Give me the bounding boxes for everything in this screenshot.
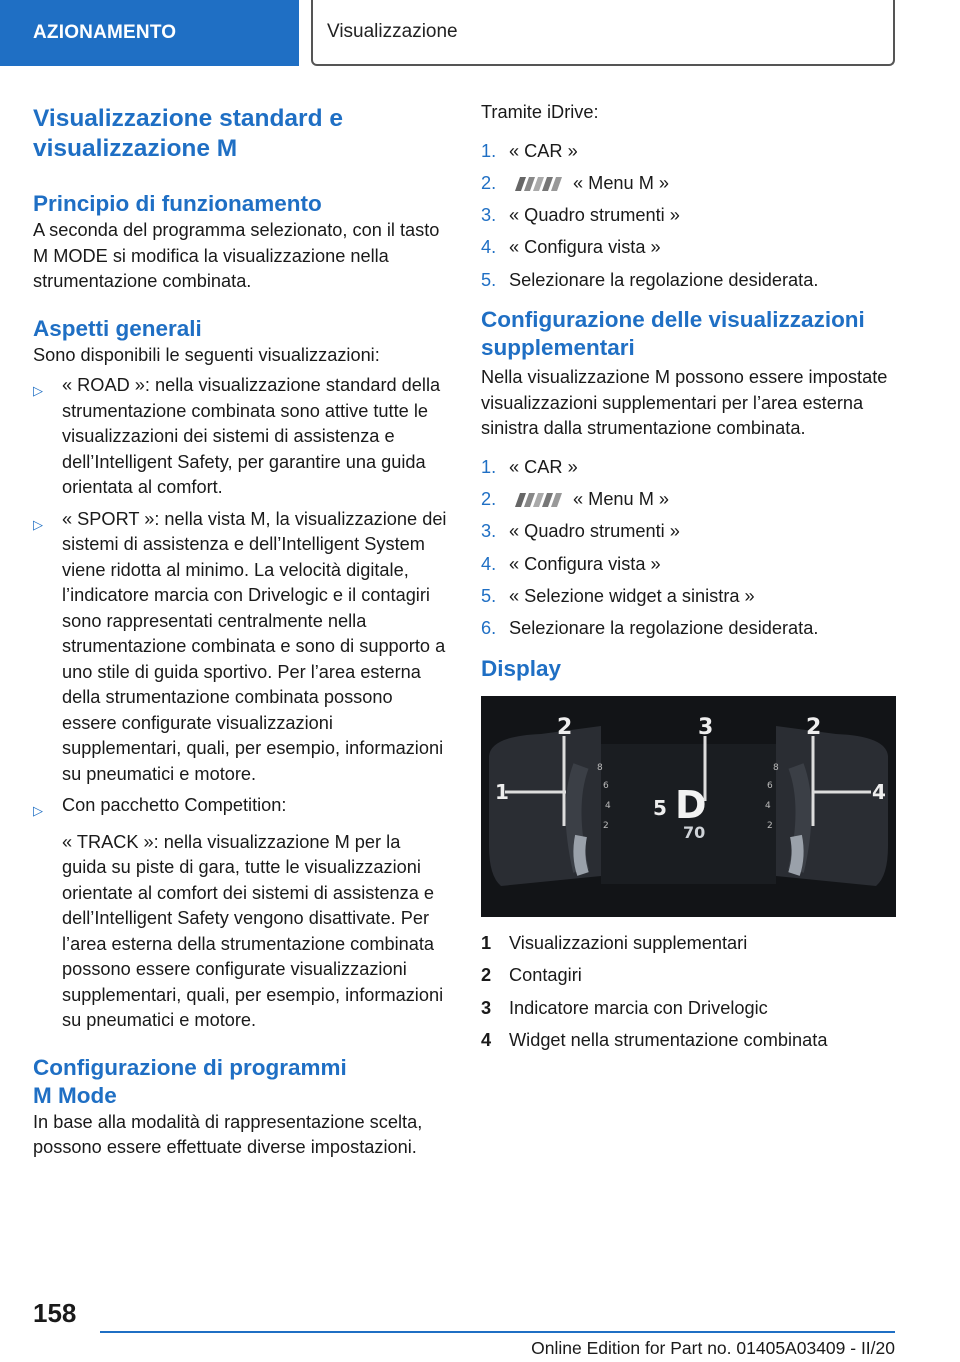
bullet-triangle-icon: ▷ xyxy=(33,383,43,398)
step-number: 5. xyxy=(481,269,497,290)
heading-aspetti: Aspetti generali xyxy=(33,315,202,341)
step-item xyxy=(481,616,897,642)
m-logo-icon xyxy=(509,177,563,191)
right-column xyxy=(481,100,897,1061)
callout-2-left: 2 xyxy=(557,714,573,740)
tach-tick-left: 2 xyxy=(603,820,609,831)
callout-3: 3 xyxy=(698,714,714,740)
step-item xyxy=(481,139,897,165)
para-principio: A seconda del programma selezionato, con il tasto M MODE si modifica la visualizzazione nella strumentazione combinata. xyxy=(33,220,440,291)
step-number: 1. xyxy=(481,456,497,477)
page-number: 158 xyxy=(33,1298,77,1328)
m-logo-icon xyxy=(509,493,563,507)
step-number: 5. xyxy=(481,585,497,606)
steps-list-1 xyxy=(481,139,897,294)
legend-number: 3 xyxy=(481,997,492,1018)
legend-text: Visualizzazioni supplementari xyxy=(509,932,748,953)
display-legend xyxy=(481,931,897,1054)
tach-tick-right: 2 xyxy=(767,820,773,831)
tach-tick-right: 4 xyxy=(765,800,771,811)
step-item xyxy=(481,584,897,610)
step-item xyxy=(481,487,897,513)
step-number: 4. xyxy=(481,237,497,258)
step-number: 3. xyxy=(481,521,497,542)
legend-number: 1 xyxy=(481,932,492,953)
legend-text: Widget nella strumentazione combinata xyxy=(509,1030,828,1051)
legend-item xyxy=(481,963,897,989)
step-item xyxy=(481,552,897,578)
step-text: « Configura vista » xyxy=(509,553,661,574)
legend-number: 4 xyxy=(481,1030,492,1051)
step-text: « Quadro strumenti » xyxy=(509,205,680,226)
callout-1: 1 xyxy=(495,779,509,804)
bullet-competition: ▷ Con pacchetto Competition: xyxy=(33,793,449,824)
step-text: « Menu M » xyxy=(573,172,670,193)
step-number: 2. xyxy=(481,488,497,509)
bullet-triangle-icon: ▷ xyxy=(33,803,43,818)
step-number: 3. xyxy=(481,205,497,226)
step-text: « Menu M » xyxy=(573,488,670,509)
legend-text: Indicatore marcia con Drivelogic xyxy=(509,997,768,1018)
step-item xyxy=(481,171,897,197)
gear-indicator: D xyxy=(675,782,707,827)
step-item xyxy=(481,455,897,481)
tach-tick-left: 4 xyxy=(605,800,611,811)
gear-number: 5 xyxy=(653,795,667,820)
section-tab: AZIONAMENTO xyxy=(0,0,299,66)
legend-text: Contagiri xyxy=(509,965,582,986)
step-item xyxy=(481,203,897,229)
para-aspetti: Sono disponibili le seguenti visualizzazioni: xyxy=(33,344,380,365)
legend-item xyxy=(481,996,897,1022)
steps-list-2 xyxy=(481,455,897,642)
step-item xyxy=(481,235,897,261)
digital-speed: 70 xyxy=(683,822,706,842)
bullet-triangle-icon: ▷ xyxy=(33,516,43,532)
para-track: « TRACK »: nella visualizzazione M per la guida su piste di gara, tutte le visualizzazioni orientate al comfort dei sistemi di assistenza e dell’Intelligent Safety vengono disattivate. Per l’area esterna della strumentazione combinata possono essere configurate visualizzazioni supplementari, quali, per esempio, informazioni su pneumatici e motore. xyxy=(62,831,444,1030)
step-text: « Configura vista » xyxy=(509,237,661,258)
instrument-cluster-image xyxy=(481,696,896,917)
legend-item xyxy=(481,1028,897,1054)
step-number: 6. xyxy=(481,618,497,639)
tach-tick-right: 8 xyxy=(773,762,779,773)
step-text: « Quadro strumenti » xyxy=(509,521,680,542)
step-item xyxy=(481,519,897,545)
para-supplementari: Nella visualizzazione M possono essere impostate visualizzazioni supplementari per l’area esterna sinistra dalla strumentazione combinata. xyxy=(481,367,888,439)
step-item xyxy=(481,268,897,294)
page-title: Visualizzazione standard e visualizzazione M xyxy=(33,105,343,162)
subsection-header: Visualizzazione xyxy=(311,0,895,66)
step-text: « Selezione widget a sinistra » xyxy=(509,585,755,606)
heading-config-programmi: Configurazione di programmi M Mode xyxy=(33,1054,347,1108)
bullet-sport: ▷ « SPORT »: nella vista M, la visualizzazione dei sistemi di assistenza e dell’Intelligent System viene ridotta al minimo. La velocità digitale, l’indicatore marcia con Drivelogic e il contagiri sono rappresentati centralmente nella strumentazione combinata e sono di supporto a uno stile di guida sportivo. Per l’area esterna della strumentazione combinata possono essere configurate visualizzazioni supplementari, quali, per esempio, informazioni su pneumatici e motore. xyxy=(33,507,449,788)
tach-tick-right: 6 xyxy=(767,780,773,791)
callout-4: 4 xyxy=(872,779,886,804)
step-number: 2. xyxy=(481,172,497,193)
footer-divider xyxy=(100,1331,895,1333)
legend-item xyxy=(481,931,897,957)
para-config: In base alla modalità di rappresentazione scelta, possono essere effettuate diverse impostazioni. xyxy=(33,1111,423,1157)
tach-tick-left: 8 xyxy=(597,762,603,773)
callout-2-right: 2 xyxy=(806,714,822,740)
tach-tick-left: 6 xyxy=(603,780,609,791)
legend-number: 2 xyxy=(481,965,492,986)
step-text: « CAR » xyxy=(509,456,578,477)
heading-principio: Principio di funzionamento xyxy=(33,191,322,216)
step-number: 1. xyxy=(481,140,497,161)
step-text: Selezionare la regolazione desiderata. xyxy=(509,618,819,639)
left-column xyxy=(33,100,449,1161)
idrive-intro: Tramite iDrive: xyxy=(481,102,599,122)
footer-edition: Online Edition for Part no. 01405A03409 - II/20 xyxy=(531,1338,895,1358)
step-text: Selezionare la regolazione desiderata. xyxy=(509,269,819,290)
step-number: 4. xyxy=(481,553,497,574)
heading-supplementari: Configurazione delle visualizzazioni supplementari xyxy=(481,307,865,361)
step-text: « CAR » xyxy=(509,140,578,161)
heading-display: Display xyxy=(481,655,562,681)
bullet-road: ▷ « ROAD »: nella visualizzazione standard della strumentazione combinata sono attive tutte le visualizzazioni dei sistemi di assistenza e dell’Intelligent Safety, per garantire una guida orientata al comfort. xyxy=(33,373,449,501)
